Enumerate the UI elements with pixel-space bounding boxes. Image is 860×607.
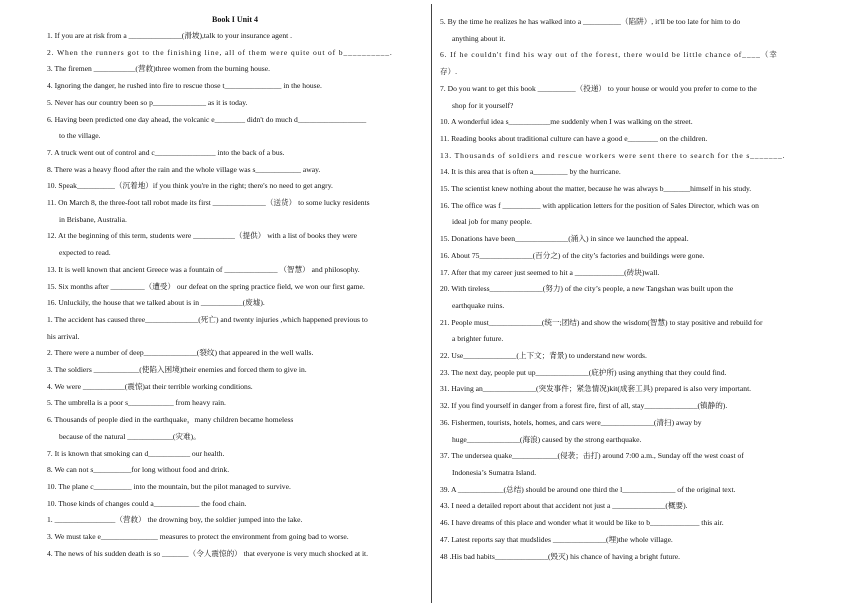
exercise-line: Indonesia’s Sumatra Island. xyxy=(452,467,537,477)
exercise-line: 39. A ____________(总结) should be around one third the l______________ of the original text. xyxy=(440,484,736,494)
exercise-line: 23. The next day, people put up______________(庇护所) using anything that they could find. xyxy=(440,367,727,377)
exercise-line: 15. The scientist knew nothing about the matter, because he was always b_______himself in his study. xyxy=(440,184,752,194)
exercise-line: 15. Donations have been______________(涌入) in since we launched the appeal. xyxy=(440,234,689,244)
exercise-line: 43. I need a detailed report about that accident not just a ______________(概要). xyxy=(440,501,688,511)
exercise-line: 10. The plane c__________ into the mountain, but the pilot managed to survive. xyxy=(47,481,291,491)
exercise-line: 16. Unluckily, the house that we talked about is in ___________(废墟). xyxy=(47,298,265,308)
exercise-line: 10. Those kinds of changes could a____________ the food chain. xyxy=(47,498,247,508)
exercise-line: 6. If he couldn't find his way out of the forest, there would be little chance of____（幸 xyxy=(440,50,778,60)
page-title: Book I Unit 4 xyxy=(211,15,258,24)
exercise-line: shop for it yourself? xyxy=(452,100,514,110)
exercise-line: 20. With tireless______________(努力) of the city’s people, a new Tangshan was built upon the xyxy=(440,284,734,294)
exercise-line: in Brisbane, Australia. xyxy=(59,214,127,224)
exercise-line: 2. When the runners got to the finishing line, all of them were quite out of b__________. xyxy=(47,47,393,57)
exercise-line: 8. There was a heavy flood after the rain and the whole village was s____________ away. xyxy=(47,164,321,174)
exercise-line: 16. The office was f __________ with application letters for the position of Sales Director, which was on xyxy=(440,200,759,210)
exercise-line: 46. I have dreams of this place and wonder what it would be like to b_____________ this air. xyxy=(440,518,724,528)
exercise-line: 8. We can not s__________for long without food and drink. xyxy=(47,465,230,475)
exercise-line: 3. The soldiers ____________(使陷入困境)their enemies and forced them to give in. xyxy=(47,365,307,375)
exercise-line: 1. If you are at risk from a ______________(滑坡),talk to your insurance agent . xyxy=(47,31,293,40)
exercise-line: anything about it. xyxy=(452,33,506,43)
exercise-line: 5. The umbrella is a poor s____________ from heavy rain. xyxy=(47,398,226,408)
left-line-list xyxy=(47,28,423,563)
exercise-line: 32. If you find yourself in danger from a forest fire, first of all, stay______________(镇静的). xyxy=(440,401,728,411)
exercise-line: 存）. xyxy=(440,67,458,77)
exercise-line: expected to read. xyxy=(59,248,111,258)
exercise-line: 10. Speak__________（沉着地）if you think you're in the right; there's no need to get angry. xyxy=(47,181,333,191)
exercise-line: 4. Ignoring the danger, he rushed into fire to rescue those t_______________ in the house. xyxy=(47,81,322,91)
column-divider xyxy=(431,4,432,603)
exercise-line: 1. ________________（营救） the drowning boy, the soldier jumped into the lake. xyxy=(47,515,303,525)
exercise-line: 16. About 75______________(百分之) of the city’s factories and buildings were gone. xyxy=(440,250,705,260)
exercise-line: 6. Thousands of people died in the earthquake，many children became homeless xyxy=(47,415,294,425)
exercise-line: 2. There were a number of deep______________(裂纹) that appeared in the well walls. xyxy=(47,348,314,358)
right-line-list xyxy=(440,14,818,565)
exercise-line: 4. We were ___________(震惊)at their terrible working conditions. xyxy=(47,381,253,391)
exercise-line: a brighter future. xyxy=(452,334,504,344)
exercise-line: 11. Reading books about traditional culture can have a good e________ on the children. xyxy=(440,133,708,143)
exercise-line: 11. On March 8, the three-foot tall robot made its first ______________（送货） to some lucky residents xyxy=(47,198,370,208)
exercise-line: 31. Having an______________(突发事件；紧急情况)kit(成套工具) prepared is also very important. xyxy=(440,384,752,394)
exercise-line: 4. The news of his sudden death is so _______（令人震惊的） that everyone is very much shocked at it. xyxy=(47,548,369,558)
exercise-line: 13. It is well known that ancient Greece was a fountain of ______________ （智慧） and philosophy. xyxy=(47,264,360,274)
exercise-line: 7. A truck went out of control and c________________ into the back of a bus. xyxy=(47,147,285,157)
exercise-line: 13. Thousands of soldiers and rescue workers were sent there to search for the s_______. xyxy=(440,150,786,160)
exercise-line: 17. After that my career just seemed to hit a _____________(砖块)wall. xyxy=(440,267,660,277)
exercise-line: 22. Use______________(上下文；背景) to understand new words. xyxy=(440,351,647,361)
exercise-line: 7. Do you want to get this book __________（投递） to your house or would you prefer to come to the xyxy=(440,83,757,93)
exercise-line: his arrival. xyxy=(47,331,80,341)
exercise-line: 6. Having been predicted one day ahead, the volcanic e________ didn't do much d__________________ xyxy=(47,114,367,124)
exercise-line: 48 .His bad habits______________(毁灭) his chance of having a bright future. xyxy=(440,551,681,561)
exercise-line: 12. At the beginning of this term, students were ___________（提供） with a list of books they were xyxy=(47,231,358,241)
exercise-line: 5. Never has our country been so p______________ as it is today. xyxy=(47,97,248,107)
exercise-line: 1. The accident has caused three______________(死亡) and twenty injuries ,which happened previous to xyxy=(47,314,368,324)
exercise-line: 7. It is known that smoking can d___________ our health. xyxy=(47,448,225,458)
exercise-line: 21. People must______________(统一;团结) and show the wisdom(智慧) to stay positive and rebuild for xyxy=(440,317,763,327)
exercise-line: because of the natural ____________(灾难)。 xyxy=(59,431,201,441)
exercise-line: 3. We must take e_______________ measures to protect the environment from going bad to worse. xyxy=(47,532,349,542)
exercise-line: 37. The undersea quake____________(侵袭；击打) around 7:00 a.m., Sunday off the west coast of xyxy=(440,451,744,461)
exercise-line: huge______________(海浪) caused by the strong earthquake. xyxy=(452,434,642,444)
exercise-line: earthquake ruins. xyxy=(452,300,505,310)
exercise-line: to the village. xyxy=(59,131,101,141)
exercise-line: 14. It is this area that is often a_________ by the hurricane. xyxy=(440,167,621,177)
exercise-line: 10. A wonderful idea s___________me suddenly when I was walking on the street. xyxy=(440,117,693,127)
exercise-line: 47. Latest reports say that mudslides ______________(埋)the whole village. xyxy=(440,534,673,544)
exercise-line: 36. Fishermen, tourists, hotels, homes, and cars were______________(清扫) away by xyxy=(440,417,702,427)
exercise-line: 15. Six months after _________（遭受） our defeat on the spring practice field, we won our first game. xyxy=(47,281,365,291)
exercise-line: ideal job for many people. xyxy=(452,217,532,227)
exercise-line: 5. By the time he realizes he has walked into a __________（陷阱）, it'll be too late for him to do xyxy=(440,17,741,26)
exercise-line: 3. The firemen ___________(营救)three women from the burning house. xyxy=(47,64,270,74)
left-column xyxy=(47,14,423,563)
right-column xyxy=(440,14,818,565)
